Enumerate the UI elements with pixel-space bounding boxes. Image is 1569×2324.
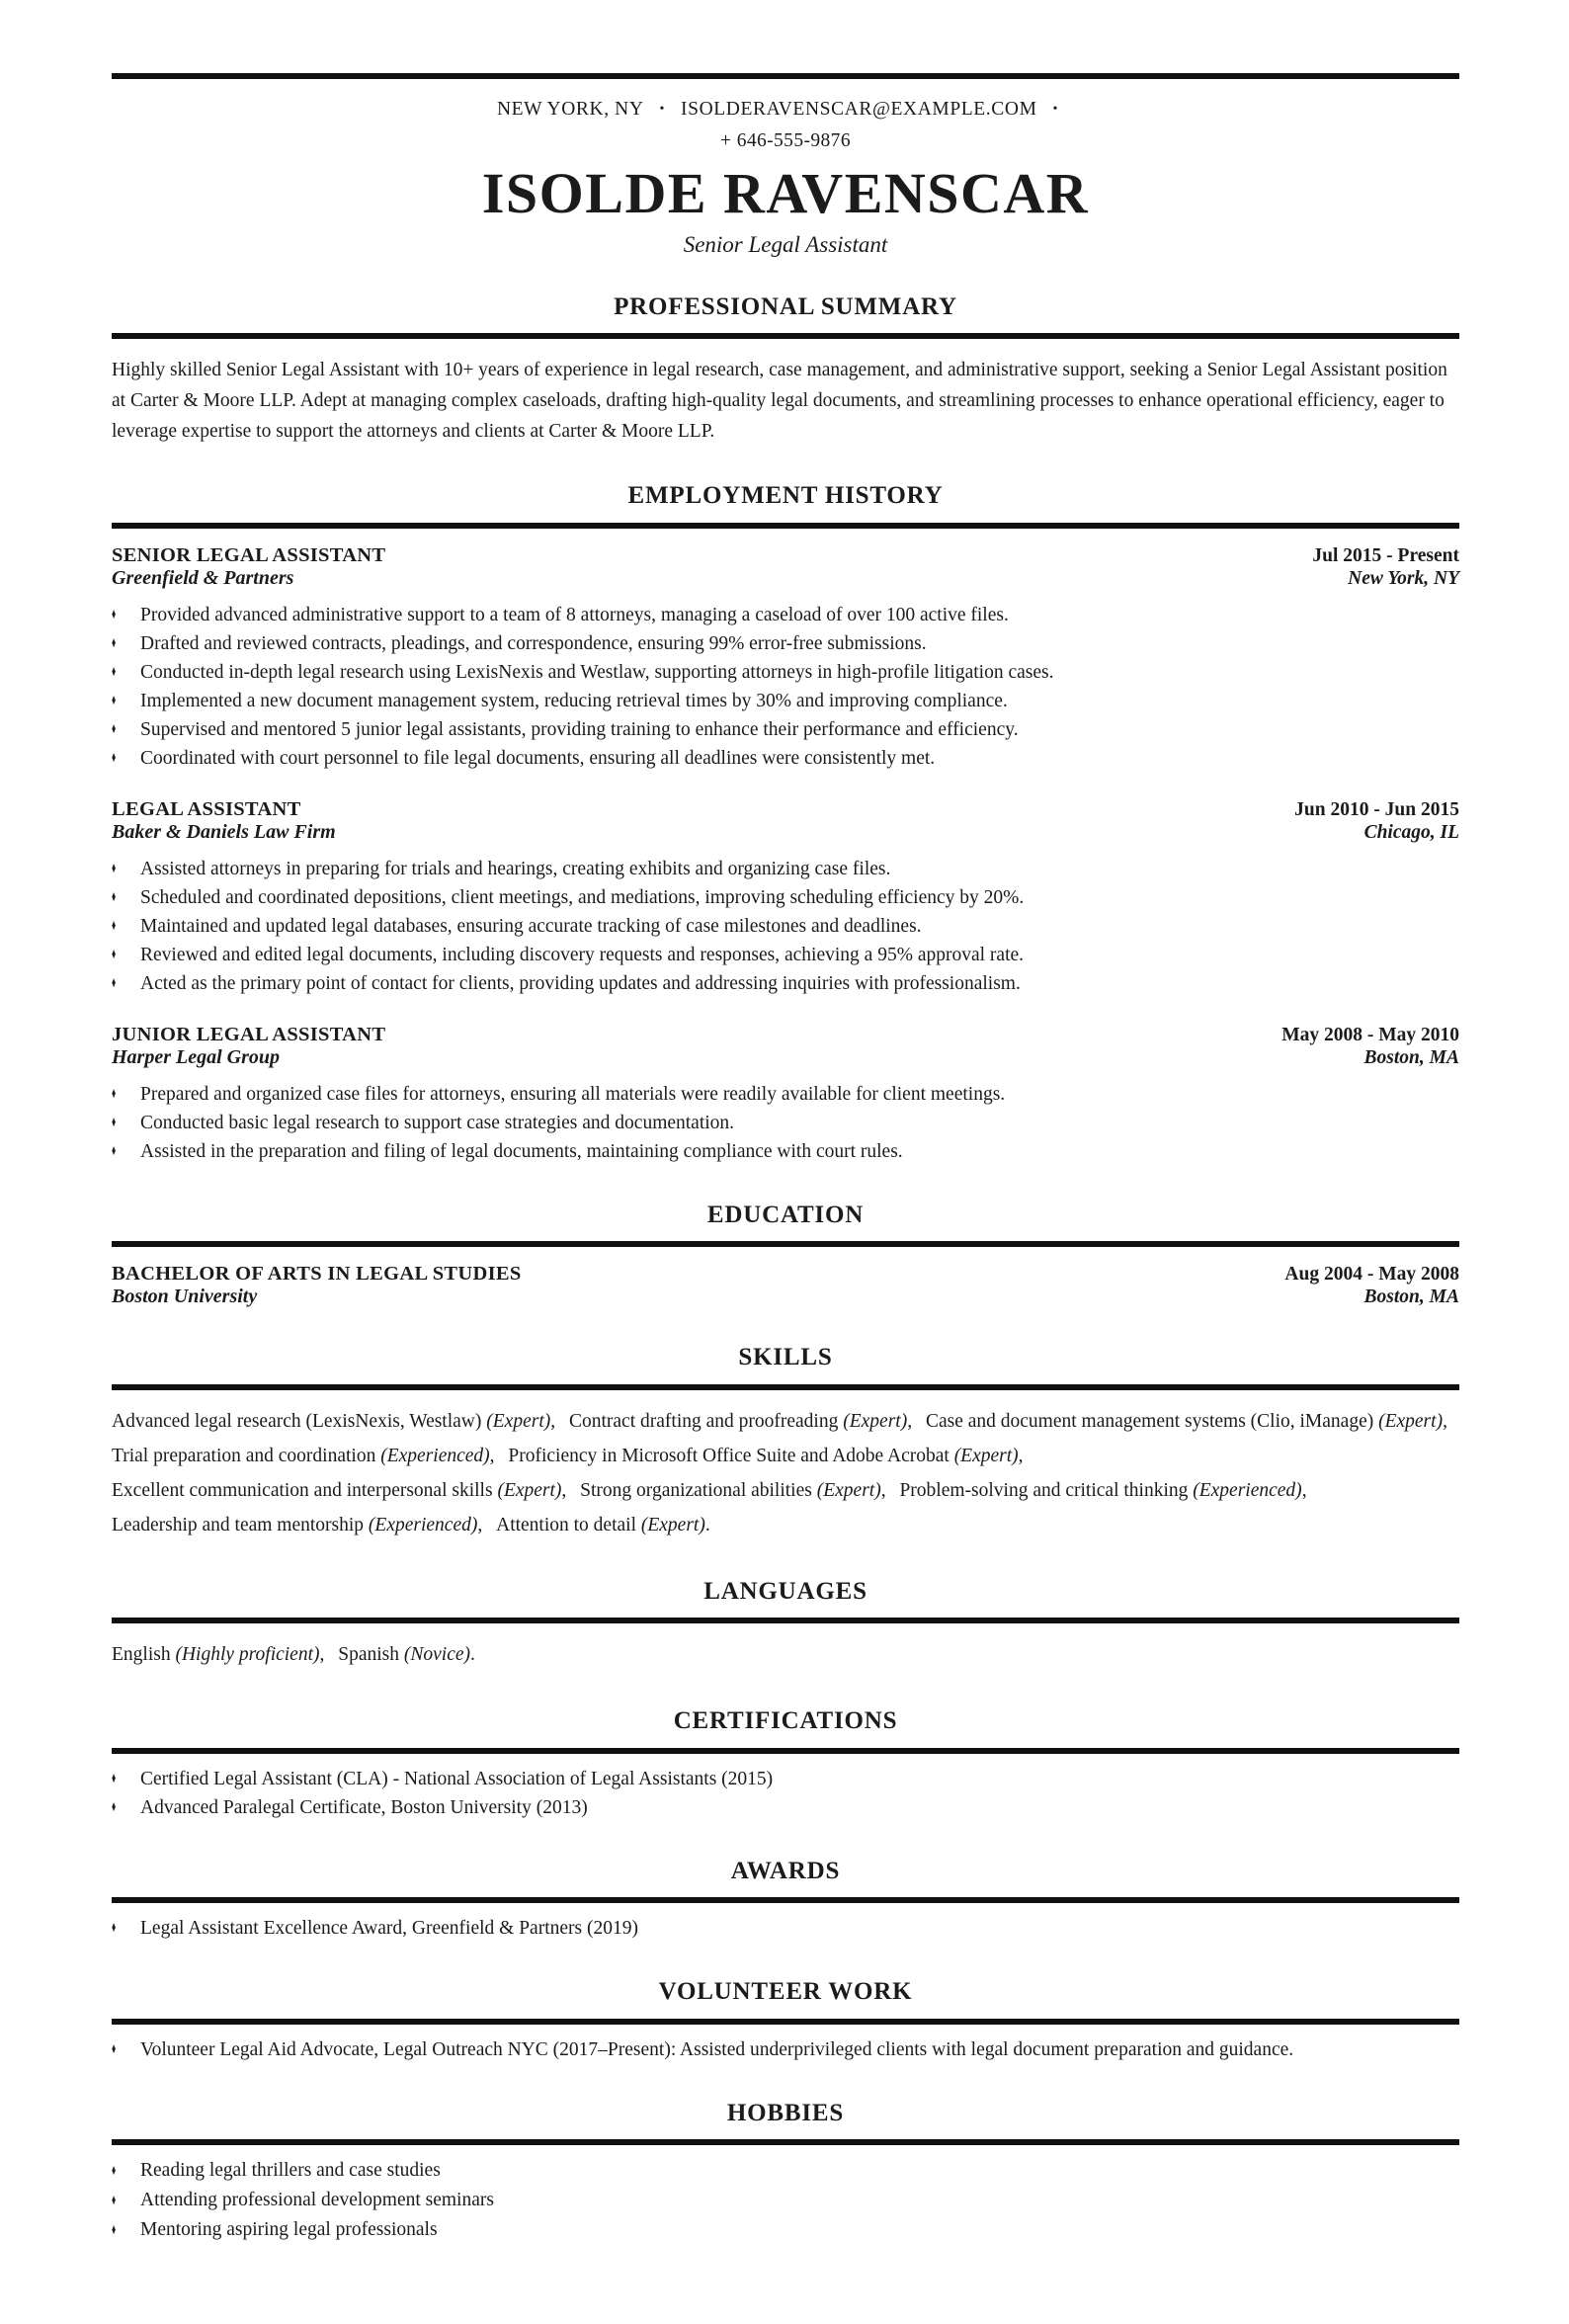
summary-text: Highly skilled Senior Legal Assistant with 10+ years of experience in legal research, case management, and administrative support, seeking a Senior Legal Assistant position at Carter & Moore LLP. Adept at managing complex caseloads, drafting high-quality legal documents, and streamlining processes to enhance operational efficiency, eager to leverage expertise to support the attorneys and clients at Carter & Moore LLP. bbox=[112, 360, 1447, 443]
diamond-bullet-icon: ♦ bbox=[112, 1798, 117, 1815]
job-entry bbox=[112, 798, 1459, 998]
list-item bbox=[112, 2186, 1459, 2215]
list-item bbox=[112, 883, 1459, 912]
education-location: Boston, MA bbox=[1363, 1286, 1459, 1308]
job-company: Harper Legal Group bbox=[112, 1045, 280, 1068]
section-heading-employment: EMPLOYMENT HISTORY bbox=[627, 482, 944, 510]
skill-name: Case and document management systems (Clio, iManage) bbox=[925, 1410, 1374, 1432]
contact-phone: + 646-555-9876 bbox=[720, 130, 851, 151]
language-name: Spanish bbox=[338, 1644, 400, 1666]
skill-separator: , bbox=[477, 1514, 483, 1536]
job-bullet-list bbox=[112, 1080, 1459, 1166]
skill-separator: , bbox=[1301, 1479, 1307, 1501]
section-heading-certifications: CERTIFICATIONS bbox=[673, 1707, 898, 1735]
bullet-text: Certified Legal Assistant (CLA) - National Association of Legal Assistants (2015) bbox=[140, 1768, 774, 1789]
list-item bbox=[112, 2215, 1459, 2245]
job-bullet-list bbox=[112, 601, 1459, 773]
skill-item bbox=[926, 1404, 1447, 1439]
diamond-bullet-icon: ♦ bbox=[112, 974, 117, 991]
bullet-text: Volunteer Legal Aid Advocate, Legal Outreach NYC (2017–Present): Assisted underprivileged clients with legal document preparation and guidance. bbox=[140, 2038, 1294, 2060]
list-item bbox=[112, 658, 1459, 687]
section-heading-awards: AWARDS bbox=[730, 1857, 841, 1884]
bullet-text: Implemented a new document management system, reducing retrieval times by 30% and improving compliance. bbox=[140, 690, 1008, 711]
bullet-text: Reviewed and edited legal documents, including discovery requests and responses, achieving a 95% approval rate. bbox=[140, 944, 1025, 965]
skill-item bbox=[508, 1439, 1023, 1473]
education-dates: Aug 2004 - May 2008 bbox=[1284, 1264, 1459, 1286]
bullet-text: Scheduled and coordinated depositions, client meetings, and mediations, improving scheduling efficiency by 20%. bbox=[140, 886, 1025, 908]
contact-email: ISOLDERAVENSCAR@EXAMPLE.COM bbox=[681, 99, 1037, 120]
bullet-separator-icon: • bbox=[1052, 102, 1059, 117]
awards-list bbox=[112, 1914, 1459, 1943]
diamond-bullet-icon: ♦ bbox=[112, 634, 117, 651]
contact-line bbox=[112, 99, 1459, 121]
diamond-bullet-icon: ♦ bbox=[112, 1142, 117, 1159]
bullet-text: Provided advanced administrative support to a team of 8 attorneys, managing a caseload of over 100 active files. bbox=[140, 604, 1009, 625]
bullet-text: Attending professional development seminars bbox=[140, 2190, 494, 2211]
list-item bbox=[112, 941, 1459, 969]
skill-item bbox=[112, 1473, 566, 1508]
volunteer-list bbox=[112, 2035, 1459, 2064]
section-divider bbox=[112, 1241, 1459, 1247]
job-dates: Jul 2015 - Present bbox=[1312, 544, 1459, 566]
bullet-text: Conducted in-depth legal research using LexisNexis and Westlaw, supporting attorneys in high-profile litigation cases. bbox=[140, 661, 1054, 683]
bullet-text: Drafted and reviewed contracts, pleadings, and correspondence, ensuring 99% error-free submissions. bbox=[140, 632, 927, 654]
language-item bbox=[338, 1637, 475, 1672]
language-item bbox=[112, 1637, 324, 1672]
section-divider bbox=[112, 1897, 1459, 1903]
skill-item bbox=[580, 1473, 885, 1508]
bullet-text: Coordinated with court personnel to file legal documents, ensuring all deadlines were consistently met. bbox=[140, 747, 936, 769]
bullet-text: Conducted basic legal research to support case strategies and documentation. bbox=[140, 1112, 735, 1133]
skill-level: (Expert) bbox=[486, 1410, 551, 1432]
section-heading-education: EDUCATION bbox=[706, 1201, 865, 1228]
skill-item bbox=[496, 1508, 710, 1542]
list-item bbox=[112, 1914, 1459, 1943]
job-title: LEGAL ASSISTANT bbox=[112, 797, 301, 820]
bullet-text: Mentoring aspiring legal professionals bbox=[140, 2219, 438, 2241]
diamond-bullet-icon: ♦ bbox=[112, 2222, 117, 2239]
languages-list bbox=[112, 1637, 1459, 1672]
list-item bbox=[112, 715, 1459, 744]
skill-separator: , bbox=[561, 1479, 567, 1501]
job-company: Greenfield & Partners bbox=[112, 566, 294, 589]
skill-item bbox=[899, 1473, 1306, 1508]
skill-level: (Expert) bbox=[816, 1479, 881, 1501]
skills-list bbox=[112, 1404, 1459, 1542]
section-heading-hobbies: HOBBIES bbox=[726, 2099, 845, 2126]
bullet-text: Assisted attorneys in preparing for trials and hearings, creating exhibits and organizing case files. bbox=[140, 858, 891, 879]
skill-name: Contract drafting and proofreading bbox=[568, 1410, 839, 1432]
bullet-text: Reading legal thrillers and case studies bbox=[140, 2160, 441, 2182]
skill-name: Problem-solving and critical thinking bbox=[899, 1479, 1189, 1501]
job-title: JUNIOR LEGAL ASSISTANT bbox=[112, 1023, 386, 1045]
certifications-list bbox=[112, 1765, 1459, 1822]
skill-separator: , bbox=[880, 1479, 886, 1501]
list-item bbox=[112, 687, 1459, 715]
section-heading-summary: PROFESSIONAL SUMMARY bbox=[614, 292, 957, 320]
bullet-text: Prepared and organized case files for attorneys, ensuring all materials were readily available for client meetings. bbox=[140, 1083, 1006, 1105]
skill-level: (Expert) bbox=[1378, 1410, 1444, 1432]
skill-separator: , bbox=[907, 1410, 913, 1432]
diamond-bullet-icon: ♦ bbox=[112, 2193, 117, 2209]
skill-name: Advanced legal research (LexisNexis, Westlaw) bbox=[112, 1410, 482, 1432]
list-item bbox=[112, 1793, 1459, 1822]
list-item bbox=[112, 601, 1459, 629]
language-level: (Highly proficient) bbox=[175, 1644, 320, 1666]
skill-name: Attention to detail bbox=[496, 1514, 636, 1536]
language-separator: , bbox=[319, 1644, 325, 1666]
list-item bbox=[112, 855, 1459, 883]
section-divider bbox=[112, 2139, 1459, 2145]
diamond-bullet-icon: ♦ bbox=[112, 946, 117, 962]
section-heading-skills: SKILLS bbox=[738, 1344, 833, 1371]
list-item bbox=[112, 1765, 1459, 1793]
skill-separator: , bbox=[1443, 1410, 1447, 1432]
list-item bbox=[112, 1109, 1459, 1137]
diamond-bullet-icon: ♦ bbox=[112, 606, 117, 622]
diamond-bullet-icon: ♦ bbox=[112, 2040, 117, 2057]
contact-location: NEW YORK, NY bbox=[496, 99, 644, 120]
list-item bbox=[112, 912, 1459, 941]
section-heading-languages: LANGUAGES bbox=[703, 1577, 867, 1605]
bullet-text: Legal Assistant Excellence Award, Greenfield & Partners (2019) bbox=[140, 1918, 638, 1940]
diamond-bullet-icon: ♦ bbox=[112, 692, 117, 708]
skill-name: Trial preparation and coordination bbox=[112, 1445, 376, 1466]
diamond-bullet-icon: ♦ bbox=[112, 860, 117, 876]
job-location: Chicago, IL bbox=[1363, 821, 1459, 843]
candidate-job-title: Senior Legal Assistant bbox=[683, 231, 888, 257]
skill-level: (Experienced) bbox=[368, 1514, 478, 1536]
skill-level: (Experienced) bbox=[380, 1445, 490, 1466]
candidate-name: ISOLDE RAVENSCAR bbox=[481, 161, 1090, 225]
diamond-bullet-icon: ♦ bbox=[112, 917, 117, 934]
job-company: Baker & Daniels Law Firm bbox=[112, 820, 336, 843]
job-location: New York, NY bbox=[1348, 567, 1459, 589]
list-item bbox=[112, 1137, 1459, 1166]
education-entry bbox=[112, 1263, 1459, 1308]
skill-name: Strong organizational abilities bbox=[580, 1479, 812, 1501]
hobbies-list bbox=[112, 2156, 1459, 2245]
list-item bbox=[112, 629, 1459, 658]
job-dates: May 2008 - May 2010 bbox=[1281, 1024, 1459, 1045]
skill-level: (Expert) bbox=[640, 1514, 705, 1536]
skill-level: (Experienced) bbox=[1193, 1479, 1302, 1501]
education-degree: BACHELOR OF ARTS IN LEGAL STUDIES bbox=[112, 1263, 522, 1286]
diamond-bullet-icon: ♦ bbox=[112, 2163, 117, 2180]
skill-separator: , bbox=[1018, 1445, 1024, 1466]
bullet-text: Acted as the primary point of contact for clients, providing updates and addressing inquiries with professionalism. bbox=[140, 972, 1021, 994]
skill-separator: . bbox=[704, 1514, 710, 1536]
language-name: English bbox=[112, 1644, 171, 1666]
bullet-separator-icon: • bbox=[659, 102, 666, 117]
diamond-bullet-icon: ♦ bbox=[112, 1770, 117, 1786]
skill-separator: , bbox=[489, 1445, 495, 1466]
skill-level: (Expert) bbox=[497, 1479, 562, 1501]
employment-list bbox=[112, 544, 1459, 1166]
top-divider bbox=[112, 73, 1459, 79]
list-item bbox=[112, 744, 1459, 773]
skill-item bbox=[112, 1508, 482, 1542]
diamond-bullet-icon: ♦ bbox=[112, 663, 117, 680]
language-level: (Novice) bbox=[403, 1644, 471, 1666]
skill-name: Excellent communication and interpersonal skills bbox=[112, 1479, 493, 1501]
skill-name: Proficiency in Microsoft Office Suite and Adobe Acrobat bbox=[508, 1445, 950, 1466]
skill-item bbox=[112, 1439, 495, 1473]
list-item bbox=[112, 1080, 1459, 1109]
skill-item bbox=[569, 1404, 912, 1439]
job-entry bbox=[112, 544, 1459, 773]
diamond-bullet-icon: ♦ bbox=[112, 1085, 117, 1102]
job-entry bbox=[112, 1024, 1459, 1166]
section-divider bbox=[112, 1384, 1459, 1390]
skill-name: Leadership and team mentorship bbox=[112, 1514, 365, 1536]
list-item bbox=[112, 2035, 1459, 2064]
bullet-text: Maintained and updated legal databases, ensuring accurate tracking of case milestones and deadlines. bbox=[140, 915, 922, 937]
bullet-text: Supervised and mentored 5 junior legal assistants, providing training to enhance their performance and efficiency. bbox=[140, 718, 1019, 740]
list-item bbox=[112, 2156, 1459, 2186]
job-dates: Jun 2010 - Jun 2015 bbox=[1294, 798, 1459, 820]
section-divider bbox=[112, 523, 1459, 529]
section-divider bbox=[112, 2019, 1459, 2025]
job-location: Boston, MA bbox=[1363, 1046, 1459, 1068]
education-school: Boston University bbox=[112, 1286, 258, 1308]
diamond-bullet-icon: ♦ bbox=[112, 1920, 117, 1937]
diamond-bullet-icon: ♦ bbox=[112, 888, 117, 905]
skill-level: (Expert) bbox=[843, 1410, 908, 1432]
section-divider bbox=[112, 1618, 1459, 1623]
diamond-bullet-icon: ♦ bbox=[112, 1114, 117, 1130]
diamond-bullet-icon: ♦ bbox=[112, 720, 117, 737]
skill-item bbox=[112, 1404, 555, 1439]
job-bullet-list bbox=[112, 855, 1459, 998]
job-title: SENIOR LEGAL ASSISTANT bbox=[112, 543, 386, 566]
diamond-bullet-icon: ♦ bbox=[112, 749, 117, 766]
section-heading-volunteer: VOLUNTEER WORK bbox=[658, 1978, 913, 2006]
skill-separator: , bbox=[550, 1410, 556, 1432]
language-separator: . bbox=[470, 1644, 475, 1666]
list-item bbox=[112, 969, 1459, 998]
section-divider bbox=[112, 333, 1459, 339]
skill-level: (Expert) bbox=[953, 1445, 1019, 1466]
bullet-text: Advanced Paralegal Certificate, Boston University (2013) bbox=[140, 1796, 588, 1818]
bullet-text: Assisted in the preparation and filing of legal documents, maintaining compliance with court rules. bbox=[140, 1140, 903, 1162]
section-divider bbox=[112, 1748, 1459, 1754]
